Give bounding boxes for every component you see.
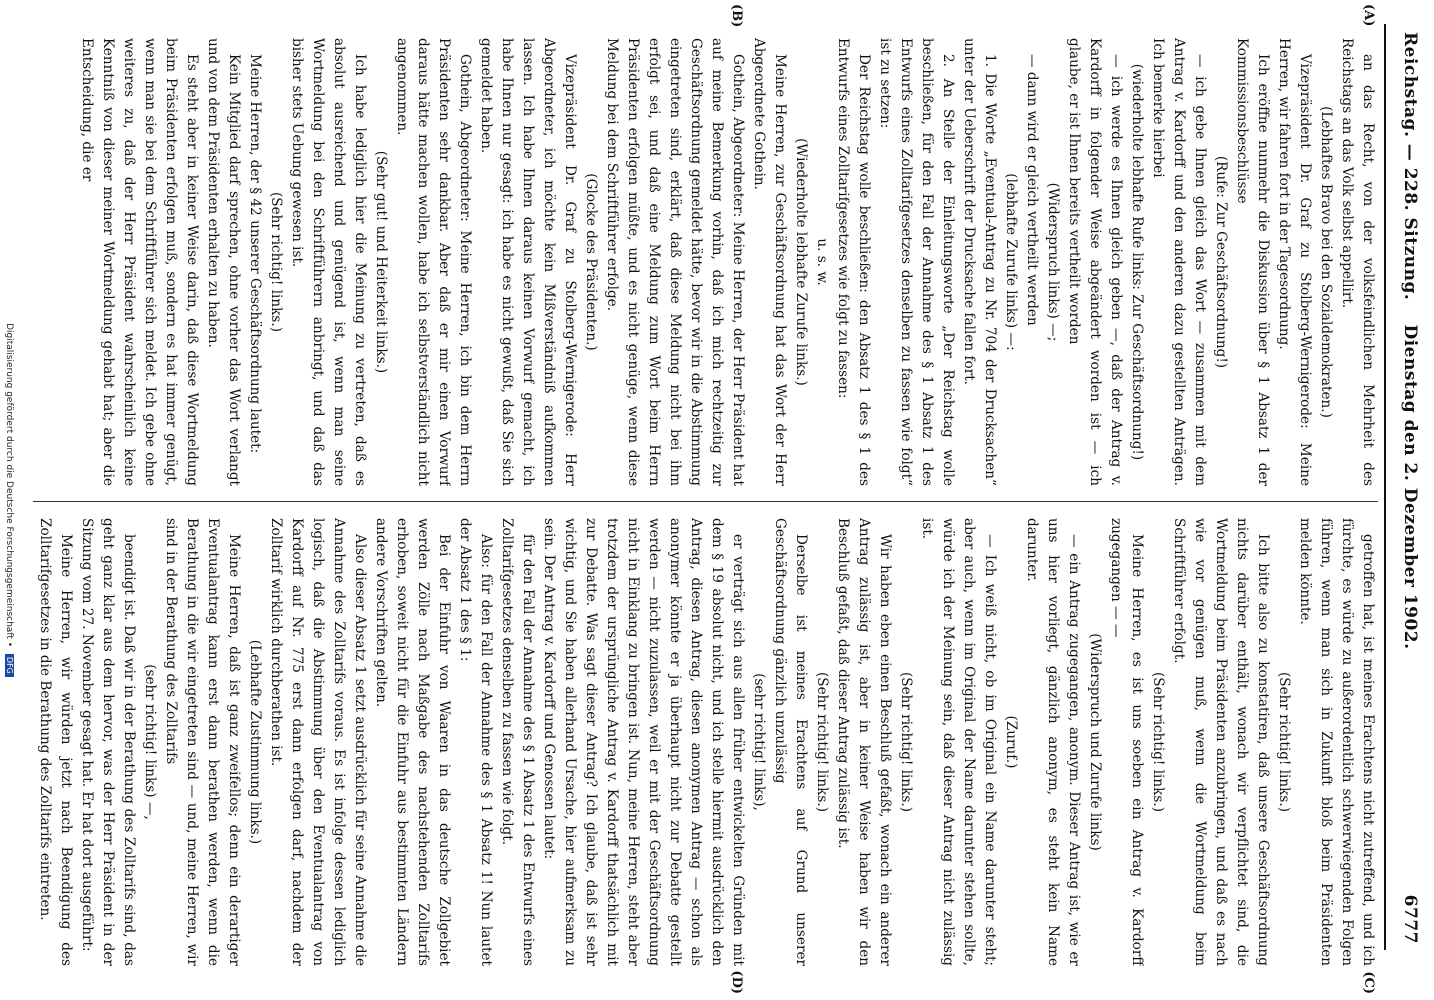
paragraph: Kein Mitglied darf sprechen, ohne vorher das Wort verlangt und von dem Präsidenten erhalten zu haben. <box>205 38 242 486</box>
paragraph: u. s. w. <box>814 238 830 286</box>
paragraph: Meine Herren, wir würden jetzt nach Beendigung des Zolltarifgesetzes in die Berathung des Zolltarifs eintreten. <box>37 518 74 966</box>
paragraph: (wiederholte lebhafte Rufe links: Zur Geschäftsordnung!) <box>1129 63 1145 461</box>
paragraph: Ich bitte also zu konstatiren, daß unsere Geschäftsordnung nichts darüber enthält, wonach wir verpflichtet sind, die Wortmeldung beim Präsidenten anzubringen, und daß es nach wie vor genügen muß, wenn die Wortmeldung beim Schriftführer erfolgt. <box>1171 518 1271 966</box>
paragraph: Meine Herren, daß ist ganz zweifellos; denn ein derartiger Eventualantrag kann erst dann berathen werden, wenn die Berathung in die wir eingetreten sind — und, meine Herren, wir sind in der Berathung des Zolltarifs <box>163 518 242 966</box>
paragraph: Ich eröffne nunmehr die Diskussion über § 1 Absatz 1 der Kommissionsbeschlüsse <box>1234 38 1271 486</box>
paragraph: Meine Herren, zur Geschäftsordnung hat das Wort der Herr Abgeordnete Gothein. <box>751 38 788 486</box>
paragraph: (Lebhaftes Bravo bei den Sozialdemokraten.) <box>1318 106 1334 418</box>
paragraph: er verträgt sich aus allen früher entwickelten Gründen mit dem § 19 absolut nicht, und ich stelle hiermit ausdrücklich den Antrag, diesen Antrag, diesen anonymen Antrag — schon als anonymer könnte er ja überhaupt nicht zur Debatte gestellt werden — nicht zuzulassen, weil er mit der Geschäftsordnung nicht in Einklang zu bringen ist. Nun, meine Herren, steht aber trotzdem der ursprüngliche Antrag v. Kardorff thatsächlich mit zur Debatte. Was sagt dieser Antrag? Ich glaube, daß ist sehr wichtig, und Sie haben allerhand Ursache, hier aufmerksam zu sein. Der Antrag v. Kardorff und Genossen lautet: <box>541 518 746 966</box>
paragraph: für den Fall der Annahme des § 1 Absatz 1 des Entwurfs eines Zolltarifgesetzes denselben zu fassen wie folgt. <box>499 518 536 966</box>
paragraph: 2. An Stelle der Einleitungsworte „Der Reichstag wolle beschließen, für den Fall der Annahme des § 1 Absatz 1 des Entwurfs eines Zolltarifgesetzes denselben zu fassen wie folgt“ ist zu setzen: <box>877 38 956 486</box>
paragraph: Also dieser Absatz 1 setzt ausdrücklich für seine Annahme die Annahme des Zolltarifs voraus. Es ist infolge dessen lediglich logisch, daß die Abstimmung über den Eventualantrag von Kardorff auf Nr. 775 erst dann erfolgen darf, nachdem der Zolltarif wirklich durchberathen ist. <box>268 518 368 966</box>
paragraph: (Zuruf.) <box>1003 715 1019 769</box>
paragraph: Vizepräsident Dr. Graf zu Stolberg-Wernigerode: Herr Abgeordneter, ich möchte kein Mißverständniß aufkommen lassen. Ich habe Ihnen daraus keinen Vorwurf gemacht, ich habe Ihnen nur gesagt: ich habe es nicht gewußt, daß Sie sich gemeldet haben. <box>478 38 578 486</box>
paragraph: Also: für den Fall der Annahme des § 1 Absatz 1! Nun lautet der Absatz 1 des § 1: <box>457 518 494 966</box>
paragraph: (Sehr richtig! links.) <box>268 191 284 333</box>
page-number: 6777 <box>1400 894 1420 944</box>
margin-letter-a: (A) <box>1361 4 1376 27</box>
margin-letter-b: (B) <box>729 4 744 28</box>
right-column <box>33 518 1378 966</box>
paragraph: Der Reichstag wolle beschließen: den Absatz 1 des § 1 des Entwurfs eines Zolltarifgesetzes wie folgt zu fassen: <box>835 38 872 486</box>
paragraph: beendigt ist. Daß wir in der Berathung des Zolltarifs sind, das geht ganz klar aus dem hervor, was der Herr Präsident in der Sitzung vom 27. November gesagt hat. Er hat dort ausgeführt: <box>79 518 137 966</box>
paragraph: — ich werde es Ihnen gleich geben —, daß der Antrag v. Kardorff in folgender Weise abgeändert worden ist — ich glaube, er ist Ihnen bereits vertheilt worden <box>1066 38 1124 486</box>
paragraph: getroffen hat, ist meines Erachtens nicht zutreffend, und ich fürchte, es würde zu außerordentlich schwerwiegenden Folgen führen, wenn man sich in Zukunft bloß beim Präsidenten melden könnte. <box>1297 518 1376 966</box>
paragraph: (Widerspruch und Zurufe links) <box>1087 633 1103 851</box>
page-header <box>1384 24 1426 950</box>
paragraph: Vizepräsident Dr. Graf zu Stolberg-Wernigerode: Meine Herren, wir fahren fort in der Tagesordnung. <box>1276 38 1313 486</box>
paragraph: (sehr richtig! links), <box>751 673 767 811</box>
paragraph: Gothein, Abgeordneter: Meine Herren, der Herr Präsident hat auf meine Bemerkung vorhin, daß ich mich rechtzeitig zur Geschäftsordnung gemeldet hätte, bevor wir in die Abstimmung eingetreten sind, erklärt, daß diese Meldung nicht bei ihm erfolgt sei, und daß eine Meldung zum Wort beim Herrn Präsidenten erfolgen müßte, und es nicht genüge, wenn diese Meldung bei dem Schriftführer erfolge. <box>604 38 746 486</box>
paragraph: Meine Herren, es ist uns soeben ein Antrag v. Kardorff zugegangen — — <box>1108 518 1145 966</box>
paragraph: (Sehr richtig! links.) <box>898 671 914 813</box>
column-divider <box>33 501 1378 502</box>
paragraph: — dann wird er gleich vertheilt werden <box>1024 54 1040 326</box>
footer-credit: Digitalisierung gefördert durch die Deutsche Forschungsgemeinschaft • <box>4 323 14 648</box>
paragraph: (Glocke des Präsidenten.) <box>583 173 599 351</box>
paragraph: (lebhafte Zurufe links) —: <box>1003 173 1019 351</box>
paragraph: (Wiederholte lebhafte Zurufe links.) <box>793 138 809 386</box>
page-footer <box>4 0 14 1000</box>
paragraph: — Ich weiß nicht, ob im Original ein Name darunter steht; aber auch, wenn im Original der Name darunter stehen sollte, würde ich der Meinung sein, daß dieser Antrag nicht zulässig ist. <box>919 518 998 966</box>
dfg-logo: DFG <box>5 654 14 677</box>
paragraph: — ich gebe Ihnen gleich das Wort — zusammen mit dem Antrag v. Kardorff und den anderen dazu gestellten Anträgen. Ich bemerke hierbei <box>1150 38 1208 486</box>
margin-letter-d: (D) <box>729 970 744 994</box>
paragraph: Ich habe lediglich hier die Meinung zu vertreten, daß es absolut ausreichend und genügend ist, wenn man seine Wortmeldung bei den Schriftführern anbringt, und daß das bisher stets Uebung gewesen ist. <box>289 38 368 486</box>
paragraph: (Sehr gut! und Heiterkeit links.) <box>373 150 389 374</box>
paragraph: (Rufe: Zur Geschäftsordnung!) <box>1213 155 1229 369</box>
header-left-title: Reichstag. — 228. Sitzung. <box>1400 32 1420 301</box>
header-date: Dienstag den 2. Dezember 1902. <box>1400 324 1420 650</box>
paragraph: 1. Die Worte „Eventual-Antrag zu Nr. 704 der Drucksachen“ unter der Ueberschrift der Drucksache fallen fort. <box>961 38 998 486</box>
paragraph: Meine Herren, der § 42 unserer Geschäftsordnung lautet: <box>247 54 263 454</box>
paragraph: Es steht aber in keiner Weise darin, daß diese Wortmeldung beim Präsidenten erfolgen muß, sondern es hat immer genügt, wenn man sie bei dem Schriftführer sich meldet. Ich gebe ohne weiteres zu, daß der Herr Präsident wahrscheinlich keine Kenntniß von dieser meiner Wortmeldung gehabt hat; aber die Entscheidung, die er <box>79 38 200 486</box>
paragraph: (sehr richtig! links) —, <box>142 664 158 820</box>
left-column <box>33 38 1378 486</box>
margin-letter-c: (C) <box>1361 971 1376 994</box>
paragraph: Derselbe ist meines Erachtens auf Grund unserer Geschäftsordnung gänzlich unzulässig <box>772 518 809 966</box>
paragraph: (Lebhafte Zustimmung links.) <box>247 639 263 845</box>
paragraph: — ein Antrag zugegangen, anonym. Dieser Antrag ist, wie er uns hier vorliegt, gänzlich anonym, es steht kein Name darunter. <box>1024 518 1082 966</box>
paragraph: Bei der Einfuhr von Waaren in das deutsche Zollgebiet werden Zölle nach Maßgabe des nachstehenden Zolltarifs erhoben, soweit nicht für die Einfuhr aus bestimmten Ländern andere Vorschriften gelten. <box>373 518 452 966</box>
paragraph: Wir haben eben einen Beschluß gefaßt, wonach ein anderer Antrag zulässig ist, aber in keiner Weise haben wir den Beschluß gefaßt, daß dieser Antrag zulässig ist. <box>835 518 893 966</box>
paragraph: an das Recht, von der volksfeindlichen Mehrheit des Reichstags an das Volk selbst appellirt. <box>1339 38 1376 486</box>
paragraph: (Sehr richtig! links.) <box>1150 671 1166 813</box>
paragraph: (Sehr richtig! links.) <box>814 671 830 813</box>
paragraph: (Widerspruch links) —; <box>1045 182 1061 342</box>
paragraph: (Sehr richtig! links.) <box>1276 671 1292 813</box>
paragraph: Gothein, Abgeordneter: Meine Herren, ich bin dem Herrn Präsidenten sehr dankbar. Aber daß er mir einen Vorwurf daraus hätte machen wollen, habe ich selbstverständlich nicht angenommen. <box>394 38 473 486</box>
